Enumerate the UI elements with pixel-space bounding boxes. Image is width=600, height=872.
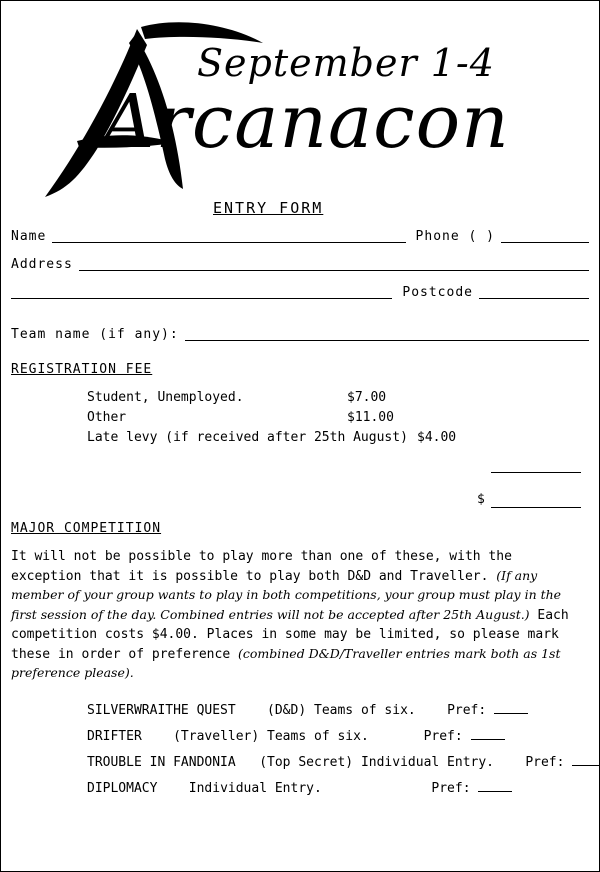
fee-description: Late levy (if received after 25th August): [87, 430, 408, 446]
event-detail: (D&D) Teams of six.: [267, 702, 416, 718]
fee-row: [87, 428, 589, 448]
pref-input[interactable]: [572, 753, 600, 766]
event-detail: Individual Entry.: [188, 780, 322, 796]
competition-list: [87, 698, 589, 802]
address-row-2: [11, 285, 589, 299]
fee-description: Student, Unemployed.: [87, 390, 244, 405]
total-input[interactable]: [477, 489, 581, 508]
event-name: SILVERWRAITHE QUEST: [87, 702, 236, 718]
name-row: [11, 229, 589, 243]
pref-input[interactable]: [471, 727, 505, 740]
address-label: Address: [11, 257, 73, 272]
postcode-label: Postcode: [402, 285, 473, 300]
pref-label: Pref:: [447, 702, 487, 718]
list-item: [87, 776, 589, 802]
address-input-line-2[interactable]: [11, 285, 392, 299]
team-input[interactable]: [185, 327, 589, 341]
list-item: [87, 750, 589, 776]
fee-row: [87, 408, 589, 428]
paragraph-1: It will not be possible to play more than one of these, with the exception that it is possible to play both D&D and Traveller.: [11, 549, 512, 584]
entry-form-heading: ENTRY FORM: [213, 199, 324, 217]
event-title: Arcanacon: [101, 79, 510, 165]
subtotal-input[interactable]: [491, 454, 581, 473]
paragraph-2: Each competition costs $4.00. Places in some may be limited, so please mark these in order of preference: [11, 607, 569, 662]
pref-label: Pref:: [525, 754, 565, 770]
name-input[interactable]: [52, 229, 405, 243]
form-area: [11, 229, 589, 802]
event-name: DRIFTER: [87, 728, 142, 744]
major-competition-paragraph: [11, 547, 589, 684]
fee-amount: $4.00: [417, 430, 457, 446]
event-name: TROUBLE IN FANDONIA: [87, 754, 236, 770]
address-row: [11, 257, 589, 271]
fee-description: Other: [87, 410, 127, 426]
event-dates: September 1-4: [197, 41, 495, 85]
list-item: [87, 724, 589, 750]
registration-fee-table: [87, 388, 589, 448]
list-item: [87, 698, 589, 724]
dollar-sign: $: [477, 492, 485, 508]
event-name: DIPLOMACY: [87, 780, 158, 796]
pref-input[interactable]: [478, 779, 512, 792]
pref-input[interactable]: [494, 701, 528, 714]
address-input-line-1[interactable]: [79, 257, 589, 271]
paragraph-italic: (If any member of your group wants to play in both competitions, your group must play in the first session of the day. Combined entries will not be accepted after 25th August.): [11, 567, 562, 622]
phone-input[interactable]: [501, 229, 589, 243]
total-area: [477, 454, 581, 508]
masthead: [1, 1, 599, 217]
pref-label: Pref:: [431, 780, 471, 796]
major-competition-heading: MAJOR COMPETITION: [11, 521, 162, 537]
fee-row: [87, 388, 589, 408]
paragraph-italic-2: (combined D&D/Traveller entries mark both as 1st preference please).: [11, 645, 561, 681]
fee-amount: $11.00: [347, 410, 394, 426]
fee-amount: $7.00: [347, 390, 387, 405]
registration-fee-heading: REGISTRATION FEE: [11, 362, 153, 377]
event-detail: (Traveller) Teams of six.: [173, 728, 369, 744]
name-label: Name: [11, 229, 47, 244]
event-detail: (Top Secret) Individual Entry.: [259, 754, 495, 770]
phone-label: Phone ( ): [415, 229, 495, 244]
pref-label: Pref:: [423, 728, 463, 744]
team-row: [11, 327, 589, 341]
postcode-input[interactable]: [479, 285, 589, 299]
team-label: Team name (if any):: [11, 327, 179, 342]
